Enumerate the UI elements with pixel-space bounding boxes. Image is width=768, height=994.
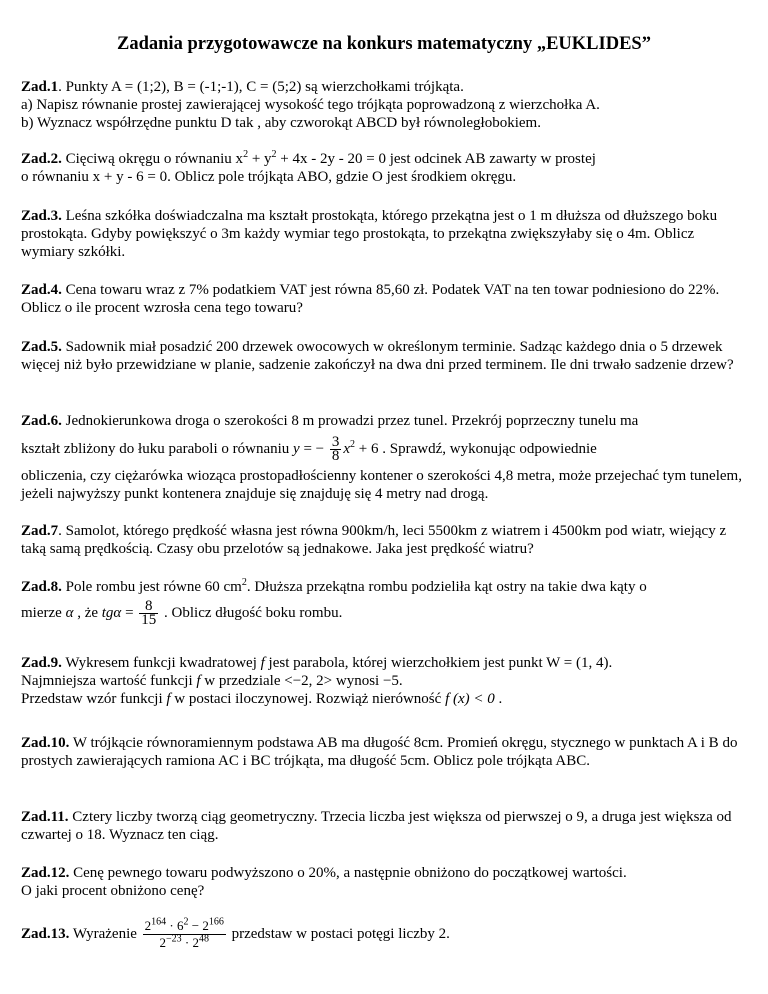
inequality: f (x) < 0: [445, 691, 495, 707]
task-label: Zad.11.: [21, 809, 69, 825]
task-label: Zad.4.: [21, 282, 62, 298]
task-text: Wykresem funkcji kwadratowej: [61, 655, 261, 671]
task-text: jest parabola, której wierzchołkiem jest punkt W = (1, 4).: [264, 655, 613, 671]
task-label: Zad.12.: [21, 865, 70, 881]
power-base: 2: [144, 918, 152, 933]
exponent: −23: [165, 933, 182, 945]
formula-var: f: [260, 655, 265, 671]
task-text: . Oblicz długość boku rombu.: [160, 604, 343, 621]
exponent: 164: [151, 916, 167, 928]
fraction: [330, 436, 342, 463]
task-text: Przedstaw wzór funkcji: [21, 691, 167, 707]
formula-var: f: [196, 673, 201, 689]
task-label: Zad.8.: [21, 579, 62, 595]
formula-op: + 6: [355, 440, 379, 457]
task-text: , że: [73, 604, 102, 621]
task-text: + y: [248, 151, 272, 167]
task-text: Cięciwą okręgu o równaniu x: [61, 151, 244, 167]
task-10: [21, 734, 751, 770]
task-label: Zad.3.: [21, 208, 62, 224]
task-label: Zad.10.: [21, 735, 70, 751]
task-9: [21, 654, 751, 708]
formula-var: x: [343, 440, 351, 457]
task-7: [21, 522, 751, 558]
task-text: Najmniejsza wartość funkcji: [21, 673, 197, 689]
task-text: mierze: [21, 604, 66, 621]
exponent: 2: [241, 577, 247, 588]
formula-var: y: [293, 440, 300, 457]
task-label: Zad.2.: [21, 151, 62, 167]
task-text: o równaniu x + y - 6 = 0. Oblicz pole trójkąta ABO, gdzie O jest środkiem okręgu.: [21, 169, 517, 185]
task-text: + 4x - 2y - 20 = 0 jest odcinek AB zawarty w prostej: [276, 151, 596, 167]
fraction-numerator: 8: [139, 600, 158, 614]
task-2: [21, 150, 751, 186]
fraction-denominator: [143, 935, 226, 951]
task-text: Pole rombu jest równe 60 cm: [61, 579, 242, 595]
exponent: 2: [243, 149, 249, 160]
task-text: w postaci iloczynowej. Rozwiąż nierówność: [170, 691, 446, 707]
task-13: [21, 918, 751, 951]
task-text: Leśna szkółka doświadczalna ma kształt prostokąta, którego przekątna jest o 1 m dłuższa od dłuższego boku prostokąta. Gdyby powiększyć o 3m każdy wymiar tego prostokąta, to przekątna zwiększyłaby się o 4m. Oblicz wymiary szkółki.: [21, 208, 718, 260]
task-3: [21, 207, 751, 261]
formula-var: tgα: [101, 604, 122, 621]
task-text: Cztery liczby tworzą ciąg geometryczny. Trzecia liczba jest większa od pierwszej o 9, a druga jest większa od czwartej o 18. Wyznacz ten ciąg.: [21, 809, 732, 843]
task-11: [21, 808, 751, 844]
fraction-numerator: [143, 918, 226, 935]
task-label: Zad.5.: [21, 339, 62, 355]
task-text: kształt zbliżony do łuku paraboli o równaniu: [21, 440, 294, 457]
task-label: Zad.9.: [21, 655, 62, 671]
task-text: b) Wyznacz współrzędne punktu D tak , aby czworokąt ABCD był równoległobokiem.: [21, 115, 541, 131]
task-5: [21, 338, 751, 374]
task-text: . Samolot, którego prędkość własna jest równa 900km/h, leci 5500km z wiatrem i 4500km pod wiatr, wiejący z taką samą prędkością. Czasy obu przelotów są jednakowe. Jaka jest prędkość wiatru?: [21, 523, 727, 557]
task-text: Wyrażenie: [69, 925, 141, 942]
formula-op: · 2: [181, 935, 199, 950]
task-4: [21, 281, 751, 317]
task-text: . Punkty A = (1;2), B = (-1;-1), C = (5;2) są wierzchołkami trójkąta.: [58, 79, 464, 95]
power-base: 2: [159, 935, 166, 950]
formula-var: f: [166, 691, 171, 707]
formula-op: =: [121, 604, 138, 621]
task-text: Sadownik miał posadzić 200 drzewek owocowych w określonym terminie. Sadząc każdego dnia o 5 drzewek więcej niż było przewidziane w planie, sadzenie zakończył na dwa dni przed terminem. Ile dni trwało sadzenie drzew?: [21, 339, 734, 373]
fraction: [139, 600, 158, 627]
formula-op: − 2: [188, 918, 209, 933]
task-text: Jednokierunkowa droga o szerokości 8 m prowadzi przez tunel. Przekrój poprzeczny tunelu ma: [61, 413, 639, 429]
task-text: W trójkącie równoramiennym podstawa AB ma długość 8cm. Promień okręgu, stycznego w punktach A i B do prostych zawierających ramiona AC i BC trójkąta, ma długość 5cm. Oblicz pole trójkąta ABC.: [21, 735, 738, 769]
task-text: . Dłuższa przekątna rombu podzieliła kąt ostry na takie dwa kąty o: [246, 579, 647, 595]
task-6: [21, 412, 751, 503]
exponent: 2: [350, 438, 356, 450]
fraction-denominator: 15: [141, 612, 157, 628]
fraction-denominator: 8: [331, 448, 340, 464]
exponent: 166: [208, 916, 224, 928]
fraction: [143, 918, 226, 951]
task-text: obliczenia, czy ciężarówka wioząca prostopadłościenny kontener o szerokości 4,8 metra, może przejechać tym tunelem, jeżeli najwyższy punkt kontenera znajduje się znajduję się 4 metry nad drogą.: [21, 468, 742, 502]
task-label: Zad.1: [21, 79, 59, 95]
formula-op: · 6: [166, 918, 184, 933]
task-12: [21, 864, 751, 900]
exponent: 2: [183, 916, 189, 928]
formula-var: α: [65, 604, 74, 621]
task-text: przedstaw w postaci potęgi liczby 2.: [227, 925, 450, 942]
task-text: .: [494, 691, 503, 707]
task-text: Cena towaru wraz z 7% podatkiem VAT jest równa 85,60 zł. Podatek VAT na ten towar podniesiono do 22%. Oblicz o ile procent wzrosła cena tego towaru?: [21, 282, 720, 316]
task-text: Cenę pewnego towaru podwyższono o 20%, a następnie obniżono do początkowej wartości.: [69, 865, 627, 881]
formula-op: = −: [299, 440, 328, 457]
task-text: w przedziale <−2, 2> wynosi −5.: [200, 673, 403, 689]
exponent: 48: [198, 933, 209, 945]
exponent: 2: [271, 149, 277, 160]
task-label: Zad.7: [21, 523, 59, 539]
task-text: a) Napisz równanie prostej zawierającej wysokość tego trójkąta poprowadzoną z wierzchołka A.: [21, 97, 600, 113]
task-text: O jaki procent obniżono cenę?: [21, 883, 205, 899]
task-text: . Sprawdź, wykonując odpowiednie: [378, 440, 597, 457]
task-8: [21, 578, 751, 627]
page-title: Zadania przygotowawcze na konkurs matematyczny „EUKLIDES”: [117, 34, 651, 54]
task-label: Zad.6.: [21, 413, 62, 429]
fraction-numerator: 3: [331, 434, 340, 450]
task-label: Zad.13.: [21, 925, 70, 942]
task-1: [21, 78, 751, 132]
